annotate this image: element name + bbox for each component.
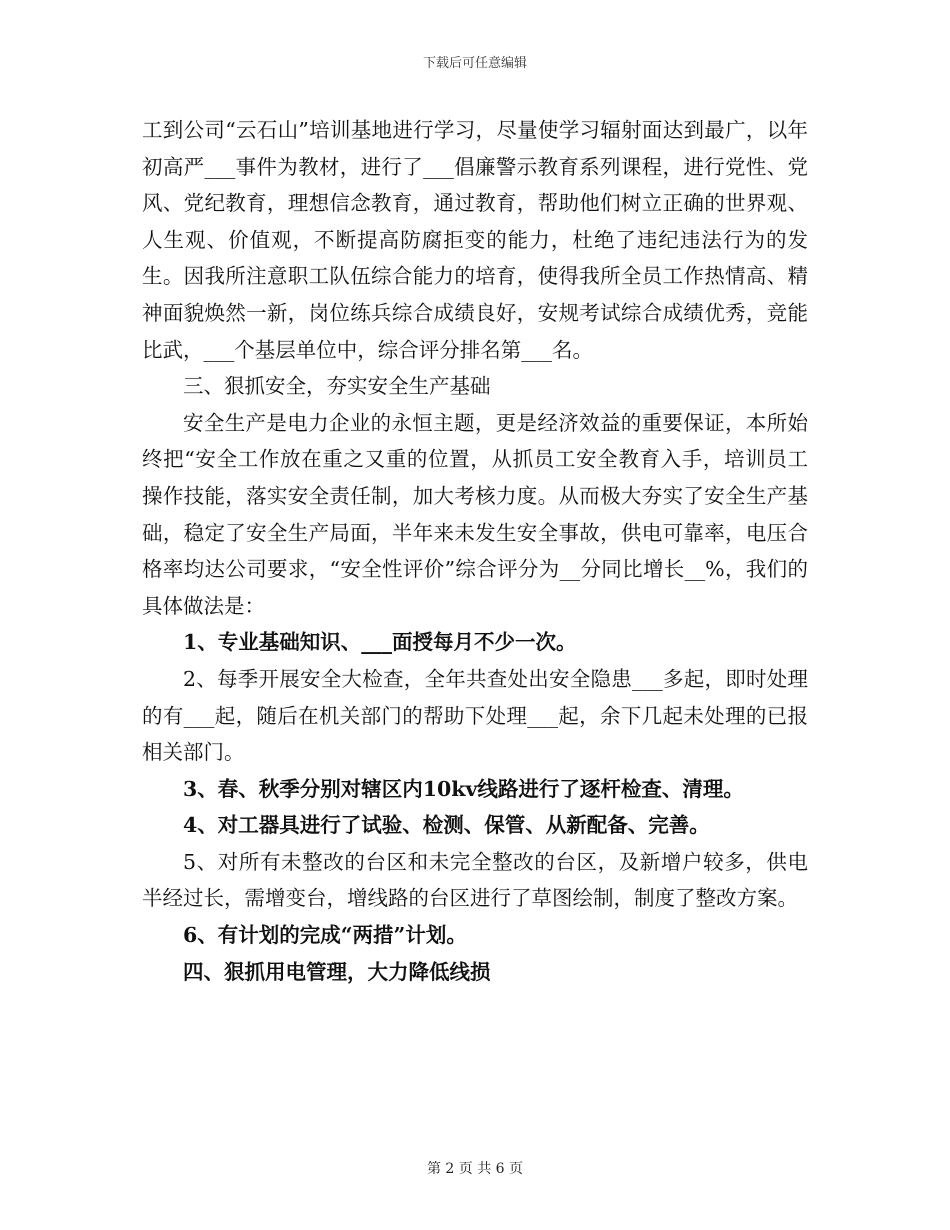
list-item-3: 3、春、秋季分别对辖区内10kv线路进行了逐杆检查、清理。 <box>183 776 744 801</box>
paragraph-training: 工到公司“云石山”培训基地进行学习，尽量使学习辐射面达到最广，以年初高严___事件为教材，进行了___倡廉警示教育系列课程，进行党性、党风、党纪教育，理想信念教育，通过教育，帮助他们树立正确的世界观、人生观、价值观，不断提高防腐拒变的能力，杜绝了违纪违法行为的发生。因我所注意职工队伍综合能力的培育，使得我所全员工作热情高、精神面貌焕然一新，岗位练兵综合成绩良好，安规考试综合成绩优秀，竞能比武，___个基层单位中，综合评分排名第___名。 <box>142 118 808 362</box>
section-heading-power: 四、狠抓用电管理，大力降低线损 <box>183 959 491 984</box>
list-item-6: 6、有计划的完成“两措”计划。 <box>183 923 467 948</box>
document-body <box>142 112 808 990</box>
list-item-1: 1、专业基础知识、___面授每月不少一次。 <box>183 630 577 655</box>
page-header: 下载后可任意编辑 <box>422 56 527 71</box>
list-item-5: 5、对所有未整改的台区和未完全整改的台区，及新增户较多，供电半经过长，需增变台，增线路的台区进行了草图绘制，制度了整改方案。 <box>142 849 808 911</box>
section-heading-safety: 三、狠抓安全，夯实安全生产基础 <box>183 374 491 399</box>
page-footer: 第 2 页 共 6 页 <box>426 1161 524 1177</box>
list-item-2: 2、每季开展安全大检查，全年共查处出安全隐患___多起，即时处理的有___起，随后在机关部门的帮助下处理___起，余下几起未处理的已报相关部门。 <box>142 666 808 765</box>
list-item-4: 4、对工器具进行了试验、检测、保管、从新配备、完善。 <box>183 813 710 838</box>
paragraph-safety-intro: 安全生产是电力企业的永恒主题，更是经济效益的重要保证，本所始终把“安全工作放在重之又重的位置，从抓员工安全教育入手，培训员工操作技能，落实安全责任制，加大考核力度。从而极大夯实了安全生产基础，稳定了安全生产局面，半年来未发生安全事故，供电可靠率，电压合格率均达公司要求，“安全性评价”综合评分为__分同比增长__%，我们的具体做法是： <box>142 410 808 618</box>
